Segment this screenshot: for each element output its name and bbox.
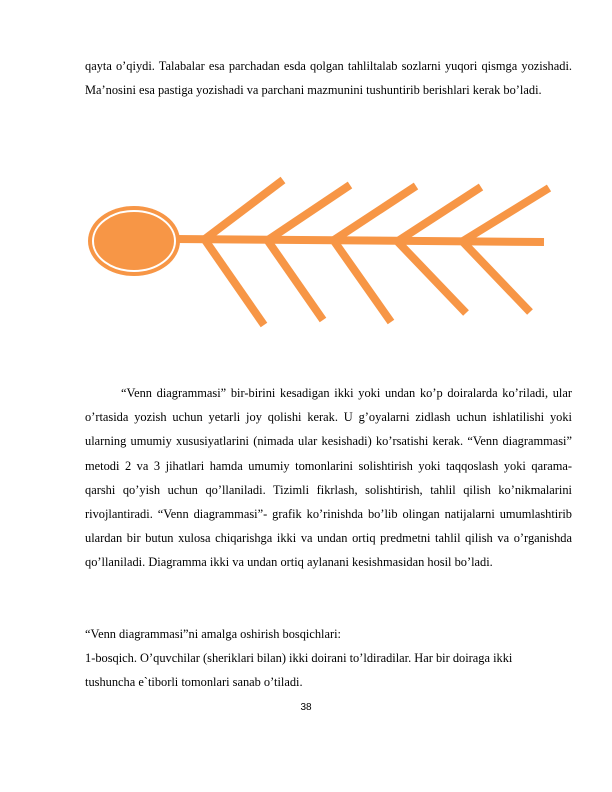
- venn-paragraph: “Venn diagrammasi” bir-birini kesadigan ikki yoki undan ko’p doiralarda ko’riladi, ular o’rtasida yozish uchun yetarli joy qolishi kerak. U g’oyalarni zidlash uchun ishlatilishi yoki ularning umumiy xususiyatlarini (nimada ular kesishadi) ko’rsatishi kerak. “Venn diagrammasi” metodi 2 va 3 jihatlari hamda umumiy tomonlarini solishtirish yoki taqqoslash yoki qarama-qarshi qo’yish uchun qo’llaniladi. Tizimli fikrlash, solishtirish, tahlil qilish ko’nikmalarini rivojlantiradi. “Venn diagrammasi”- grafik ko’rinishda bo’lib olingan natijalarni umumlashtirib ulardan bir butun xulosa chiqarishga ikki va undan ortiq predmetni tahlil qilish va o’rganishda qo’llaniladi. Diagramma ikki va undan ortiq aylanani kesishmasidan hosil bo’ladi.: [85, 386, 572, 570]
- page-number: 38: [300, 702, 312, 713]
- fishbone-bone-upper-2: [268, 185, 350, 240]
- fishbone-bone-lower-2: [268, 241, 323, 320]
- steps-heading: “Venn diagrammasi”ni amalga oshirish bosqichlari:: [85, 627, 342, 641]
- fishbone-bone-lower-5: [463, 242, 530, 312]
- fishbone-bone-upper-3: [334, 186, 416, 240]
- step-1-line-2: tushuncha e`tiborli tomonlari sanab o’tiladi.: [85, 675, 303, 689]
- fishbone-bone-upper-1: [205, 180, 283, 239]
- fishbone-bone-lower-3: [334, 241, 391, 322]
- fishbone-bone-lower-4: [398, 242, 466, 313]
- fishbone-head: [93, 211, 175, 271]
- fishbone-bone-upper-4: [398, 187, 481, 241]
- intro-paragraph: qayta o’qiydi. Talabalar esa parchadan esda qolgan tahliltalab sozlarni yuqori qismga yozishadi. Ma’nosini esa pastiga yozishadi va parchani mazmunini tushuntirib berishlari kerak bo’ladi.: [85, 59, 572, 98]
- fishbone-head-outline: [88, 206, 180, 276]
- fishbone-bone-lower-1: [205, 240, 264, 325]
- fishbone-spine: [175, 239, 544, 242]
- step-1-line-1: 1-bosqich. O’quvchilar (sheriklari bilan) ikki doirani to’ldiradilar. Har bir doiraga ikki: [85, 651, 513, 665]
- fishbone-bone-upper-5: [463, 188, 549, 241]
